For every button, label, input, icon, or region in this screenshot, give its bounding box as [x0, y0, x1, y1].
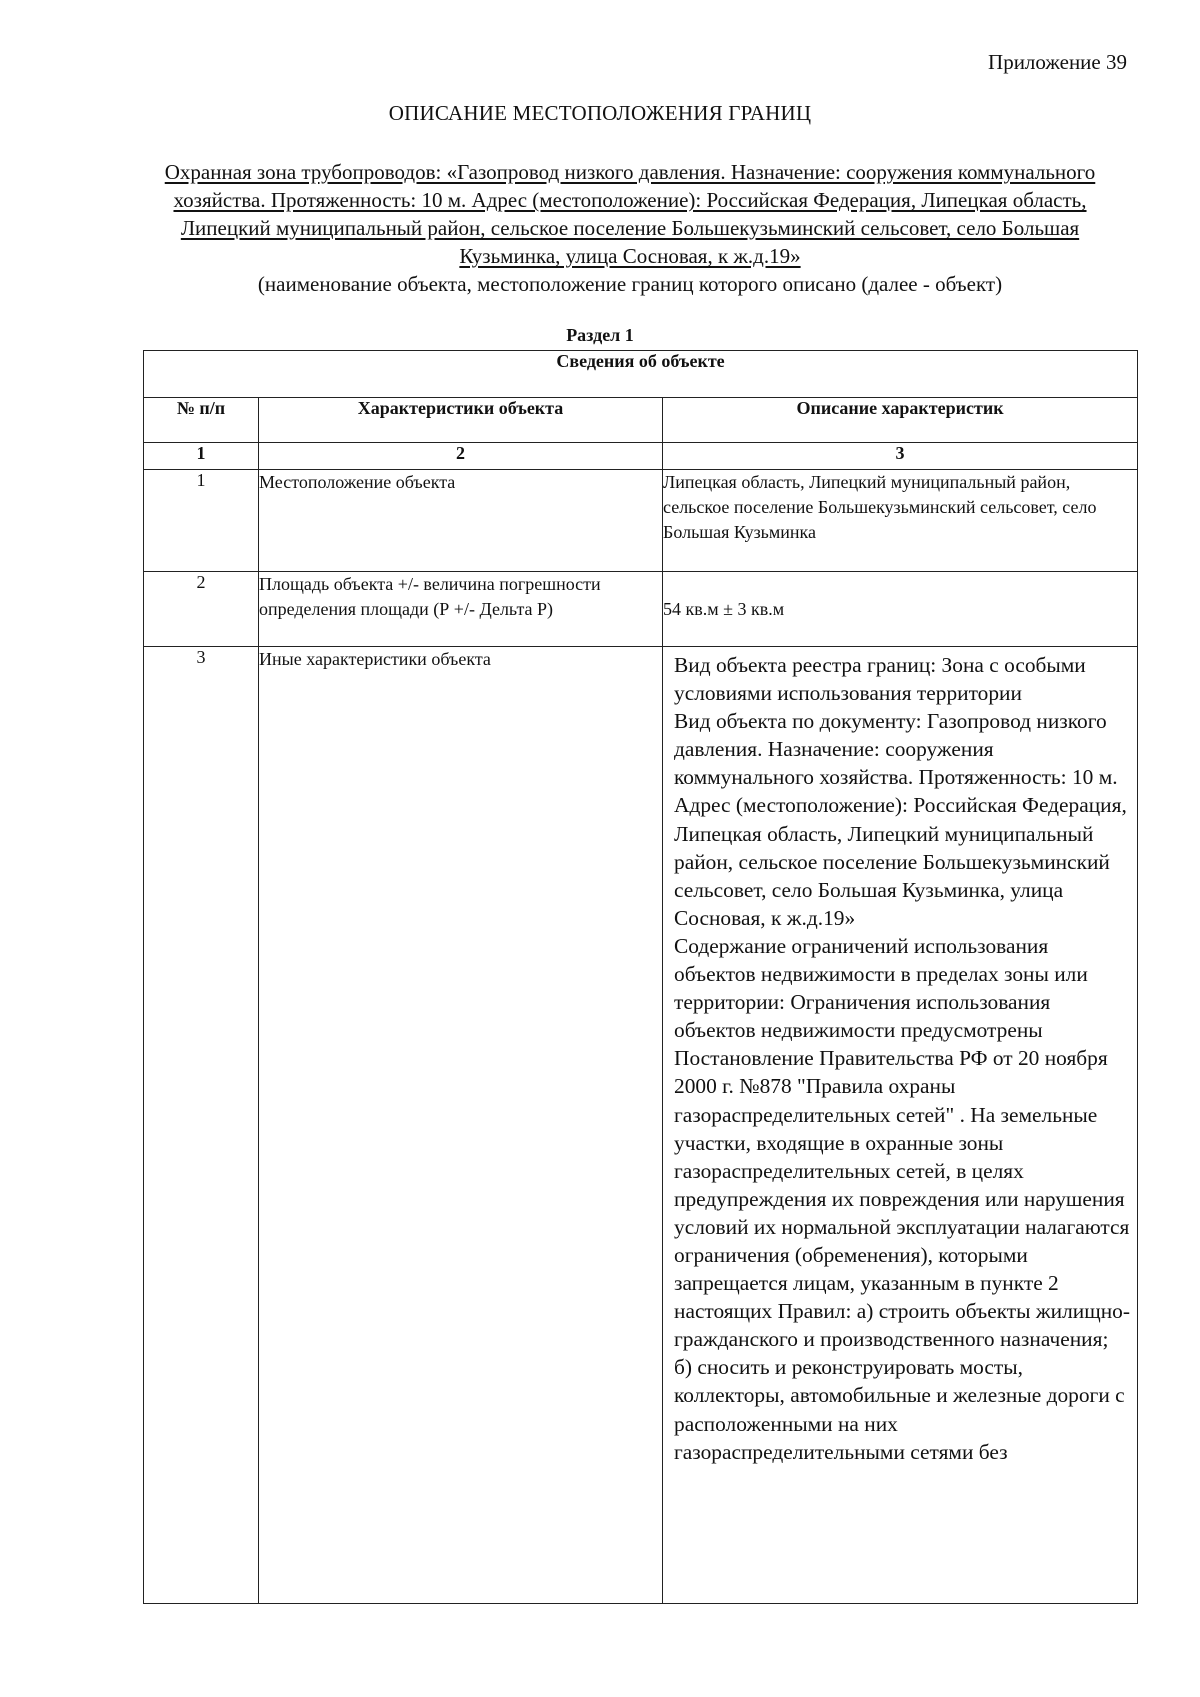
object-caption: (наименование объекта, местоположение границ которого описано (далее - объект) — [257, 272, 1003, 296]
row-characteristic: Местоположение объекта — [259, 470, 663, 572]
row-characteristic: Площадь объекта +/- величина погрешности определения площади (Р +/- Дельта Р) — [259, 572, 663, 647]
document-title: ОПИСАНИЕ МЕСТОПОЛОЖЕНИЯ ГРАНИЦ — [388, 101, 812, 125]
row-number: 1 — [144, 470, 259, 572]
table-row — [144, 572, 1138, 647]
row-description: Липецкая область, Липецкий муниципальный район, сельское поселение Большекузьминский сельсовет, село Большая Кузьминка — [663, 470, 1138, 572]
table-caption-row — [144, 351, 1138, 398]
column-header-number: № п/п — [144, 398, 259, 443]
row-characteristic: Иные характеристики объекта — [259, 647, 663, 1604]
object-name: Охранная зона трубопроводов: «Газопровод низкого давления. Назначение: сооружения коммунального хозяйства. Протяженность: 10 м. Адрес (местоположение): Российская Федерация, Липецкая область, Липецкий муниципальный район, сельское поселение Большекузьминский сельсовет, село Большая Кузьминка, улица Сосновая, к ж.д.19» — [164, 160, 1096, 268]
row-description: Вид объекта реестра границ: Зона с особыми условиями использования территории Вид объекта по документу: Газопровод низкого давления. Назначение: сооружения коммунального хозяйства. Протяженность: 10 м. Адрес (местоположение): Российская Федерация, Липецкая область, Липецкий муниципальный район, сельское поселение Большекузьминский сельсовет, село Большая Кузьминка, улица Сосновая, к ж.д.19» Содержание ограничений использования объектов недвижимости в пределах зоны или территории: Ограничения использования объектов недвижимости предусмотрены Постановление Правительства РФ от 20 ноября 2000 г. №878 "Правила охраны газораспределительных сетей" . На земельные участки, входящие в охранные зоны газораспределительных сетей, в целях предупреждения их повреждения или нарушения условий их нормальной эксплуатации налагаются ограничения (обременения), которыми запрещается лицам, указанным в пункте 2 настоящих Правил: а) строить объекты жилищно-гражданского и производственного назначения; б) сносить и реконструировать мосты, коллекторы, автомобильные и железные дороги с расположенными на них газораспределительными сетями без — [663, 647, 1138, 1604]
column-header-characteristic: Характеристики объекта — [259, 398, 663, 443]
appendix-label: Приложение 39 — [988, 50, 1127, 74]
row-number: 2 — [144, 572, 259, 647]
column-number: 1 — [144, 443, 259, 470]
column-number: 2 — [259, 443, 663, 470]
section-title: Раздел 1 — [566, 325, 634, 345]
table-row — [144, 647, 1138, 1604]
column-number: 3 — [663, 443, 1138, 470]
column-header-description: Описание характеристик — [663, 398, 1138, 443]
table-caption: Сведения об объекте — [144, 351, 1138, 398]
table-header-row — [144, 398, 1138, 443]
table-row — [144, 470, 1138, 572]
object-info-table — [143, 350, 1138, 1604]
row-number: 3 — [144, 647, 259, 1604]
column-number-row — [144, 443, 1138, 470]
row-description: 54 кв.м ± 3 кв.м — [663, 572, 1138, 647]
